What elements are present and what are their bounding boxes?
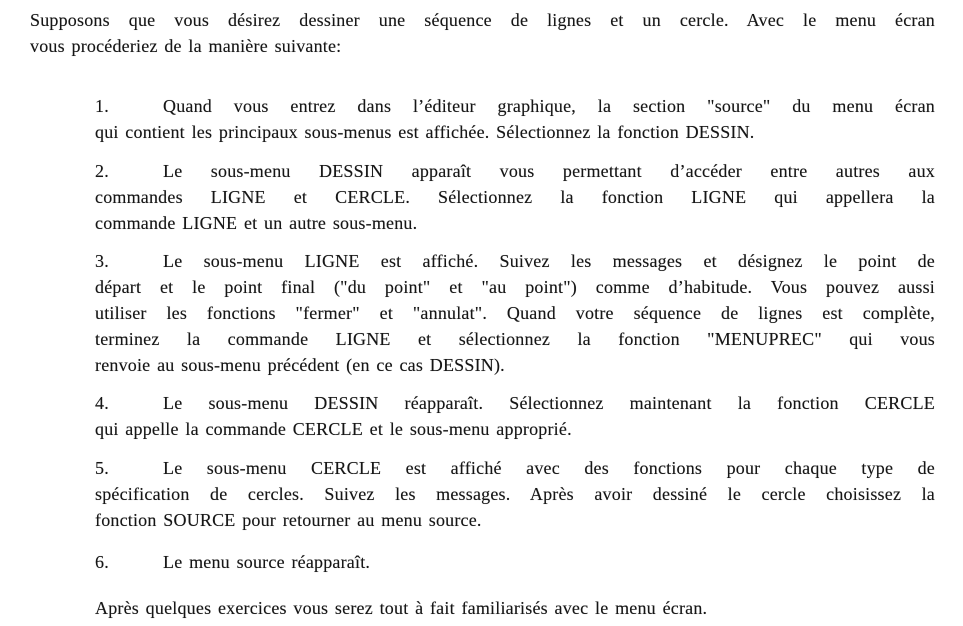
item-number: 2. — [95, 161, 109, 181]
text-line: fonction SOURCE pour retourner au menu source. — [95, 510, 482, 530]
list-item-5 — [95, 455, 935, 533]
item-number: 1. — [95, 96, 109, 116]
item-number: 3. — [95, 251, 109, 271]
intro-paragraph — [30, 7, 935, 59]
list-item-2 — [95, 158, 935, 236]
text-line: spécification de cercles. Suivez les messages. Après avoir dessiné le cercle choisissez la — [95, 484, 935, 504]
text-line: Après quelques exercices vous serez tout à fait familiarisés avec le menu écran. — [95, 598, 708, 618]
text-line — [95, 158, 935, 184]
text-line: Supposons que vous désirez dessiner une séquence de lignes et un cercle. Avec le menu écran — [30, 10, 935, 30]
item-number: 6. — [95, 552, 109, 572]
closing-paragraph — [95, 595, 935, 621]
list-item-3 — [95, 248, 935, 378]
item-line-text: Le sous-menu CERCLE est affiché avec des fonctions pour chaque type de — [163, 458, 935, 478]
item-number: 5. — [95, 458, 109, 478]
text-line: qui appelle la commande CERCLE et le sous-menu approprié. — [95, 419, 572, 439]
list-item-4 — [95, 390, 935, 442]
item-line-text: Le sous-menu DESSIN apparaît vous permettant d’accéder entre autres aux — [163, 161, 935, 181]
text-line: terminez la commande LIGNE et sélectionnez la fonction "MENUPREC" qui vous — [95, 329, 935, 349]
item-line-text: Quand vous entrez dans l’éditeur graphique, la section "source" du menu écran — [163, 96, 935, 116]
item-line-text: Le sous-menu DESSIN réapparaît. Sélectionnez maintenant la fonction CERCLE — [163, 393, 935, 413]
text-line: utiliser les fonctions "fermer" et "annulat". Quand votre séquence de lignes est complète, — [95, 303, 935, 323]
text-line — [95, 390, 935, 416]
text-line: commande LIGNE et un autre sous-menu. — [95, 213, 418, 233]
text-line: commandes LIGNE et CERCLE. Sélectionnez la fonction LIGNE qui appellera la — [95, 187, 935, 207]
text-line — [95, 455, 935, 481]
text-line — [95, 93, 935, 119]
item-line-text: Le sous-menu LIGNE est affiché. Suivez les messages et désignez le point de — [163, 251, 935, 271]
text-line — [95, 248, 935, 274]
text-line — [95, 549, 935, 575]
item-line-text: Le menu source réapparaît. — [163, 552, 371, 572]
list-item-1 — [95, 93, 935, 145]
list-item-6 — [95, 549, 935, 575]
item-number: 4. — [95, 393, 109, 413]
text-line: départ et le point final ("du point" et "au point") comme d’habitude. Vous pouvez aussi — [95, 277, 935, 297]
text-line: vous procéderiez de la manière suivante: — [30, 36, 342, 56]
text-line: qui contient les principaux sous-menus est affichée. Sélectionnez la fonction DESSIN. — [95, 122, 755, 142]
text-line: renvoie au sous-menu précédent (en ce cas DESSIN). — [95, 355, 505, 375]
